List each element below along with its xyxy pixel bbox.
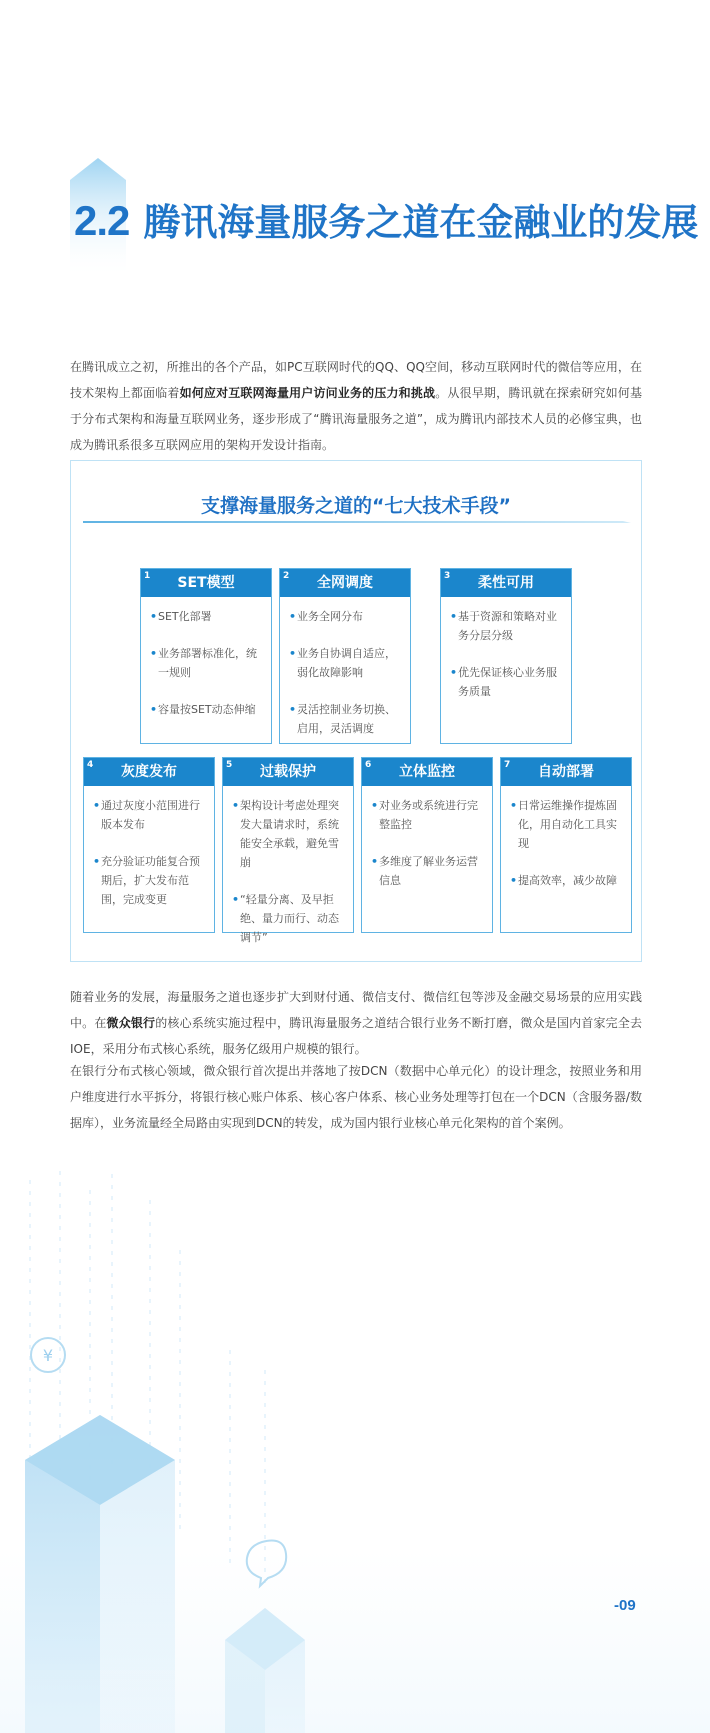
technique-card-auto-deployment: 7 自动部署 • 日常运维操作提炼固化，用自动化工具实现 • 提高效率，减少故障 bbox=[500, 757, 632, 933]
technique-card-gray-release: 4 灰度发布 • 通过灰度小范围进行版本发布 • 充分验证功能复合预期后，扩大发布范围，完成变更 bbox=[83, 757, 215, 933]
list-item: • 业务自协调自适应，弱化故障影响 bbox=[290, 644, 402, 682]
technique-card-overload-protection: 5 过载保护 • 架构设计考虑处理突发大量请求时，系统能安全承载，避免雪崩 • “轻量分离、及早拒绝、量力而行、动态调节” bbox=[222, 757, 354, 933]
paragraph-dcn: 在银行分布式核心领域，微众银行首次提出并落地了按DCN（数据中心单元化）的设计理念，按照业务和用户维度进行水平拆分，将银行核心账户体系、核心客户体系、核心业务处理等打包在一个DCN（含服务器/数据库），业务流量经全局路由实现到DCN的转发，成为国内银行业核心单元化架构的首个案例。 bbox=[70, 1064, 642, 1130]
list-item: • SET化部署 bbox=[151, 607, 263, 626]
technique-card-global-scheduling: 2 全网调度 • 业务全网分布 • 业务自协调自适应，弱化故障影响 • 灵活控制业务切换、启用，灵活调度 bbox=[279, 568, 411, 744]
list-item: • 容量按SET动态伸缩 bbox=[151, 700, 263, 719]
list-item: • 优先保证核心业务服务质量 bbox=[451, 663, 563, 701]
svg-text:¥: ¥ bbox=[42, 1346, 54, 1365]
panel-title: 支撑海量服务之道的“七大技术手段” bbox=[201, 495, 511, 517]
background-illustration bbox=[0, 1170, 710, 1733]
list-item: • 通过灰度小范围进行版本发布 bbox=[94, 796, 206, 834]
technique-card-flexible-availability: 3 柔性可用 • 基于资源和策略对业务分层分级 • 优先保证核心业务服务质量 bbox=[440, 568, 572, 744]
page-number: -09 bbox=[614, 1597, 636, 1614]
list-item: • 基于资源和策略对业务分层分级 bbox=[451, 607, 563, 645]
list-item: • 架构设计考虑处理突发大量请求时，系统能安全承载，避免雪崩 bbox=[233, 796, 345, 872]
section-heading bbox=[74, 192, 698, 246]
paragraph-webank: 随着业务的发展，海量服务之道也逐步扩大到财付通、微信支付、微信红包等涉及金融交易场景的应用实践中。在微众银行的核心系统实施过程中，腾讯海量服务之道结合银行业务不断打磨，微众是国内首家完全去IOE，采用分布式核心系统，服务亿级用户规模的银行。 bbox=[70, 990, 642, 1056]
technique-card-3d-monitoring: 6 立体监控 • 对业务或系统进行完整监控 • 多维度了解业务运营信息 bbox=[361, 757, 493, 933]
list-item: • “轻量分离、及早拒绝、量力而行、动态调节” bbox=[233, 890, 345, 947]
list-item: • 充分验证功能复合预期后，扩大发布范围，完成变更 bbox=[94, 852, 206, 909]
section-title: 腾讯海量服务之道在金融业的发展 bbox=[143, 201, 699, 244]
list-item: • 日常运维操作提炼固化，用自动化工具实现 bbox=[511, 796, 623, 853]
list-item: • 灵活控制业务切换、启用，灵活调度 bbox=[290, 700, 402, 738]
panel-title-underline bbox=[83, 517, 631, 527]
seven-techniques-panel bbox=[70, 460, 642, 962]
list-item: • 对业务或系统进行完整监控 bbox=[372, 796, 484, 834]
technique-card-set-model: 1 SET模型 • SET化部署 • 业务部署标准化，统一规则 • 容量按SET动态伸缩 bbox=[140, 568, 272, 744]
intro-paragraph: 在腾讯成立之初，所推出的各个产品，如PC互联网时代的QQ、QQ空间，移动互联网时代的微信等应用，在技术架构上都面临着如何应对互联网海量用户访问业务的压力和挑战。从很早期，腾讯就在探索研究如何基于分布式架构和海量互联网业务，逐步形成了“腾讯海量服务之道”，成为腾讯内部技术人员的必修宝典，也成为腾讯系很多互联网应用的架构开发设计指南。 bbox=[70, 360, 642, 452]
section-number: 2.2 bbox=[74, 197, 130, 244]
list-item: • 业务全网分布 bbox=[290, 607, 402, 626]
list-item: • 提高效率，减少故障 bbox=[511, 871, 623, 890]
list-item: • 业务部署标准化，统一规则 bbox=[151, 644, 263, 682]
list-item: • 多维度了解业务运营信息 bbox=[372, 852, 484, 890]
